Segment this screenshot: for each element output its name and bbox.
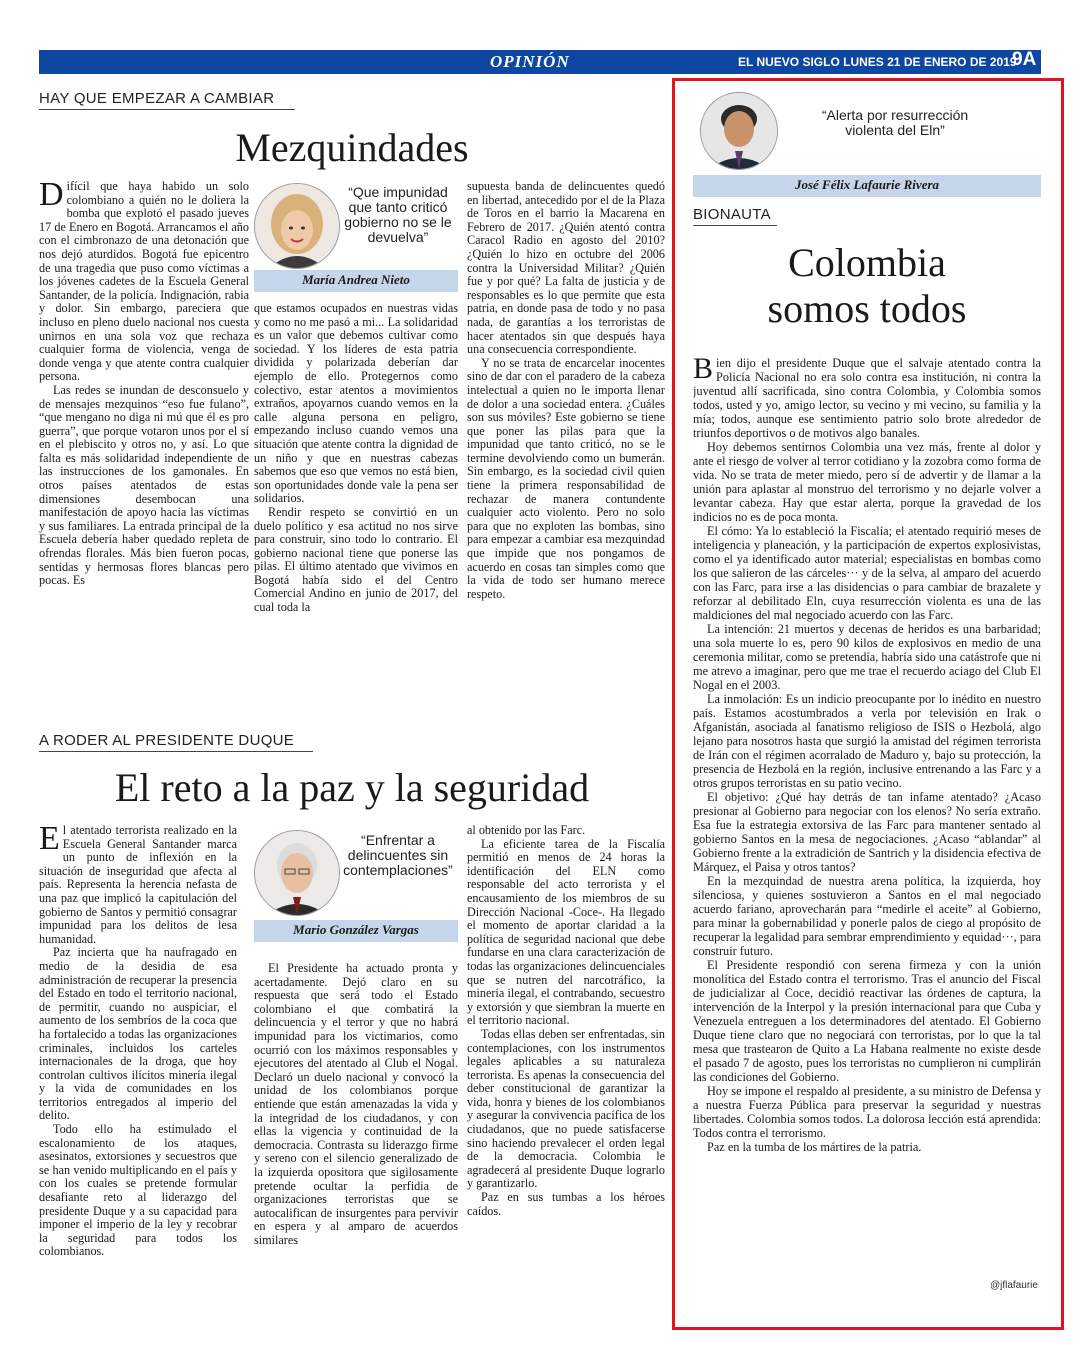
headline-line-1: Colombia	[788, 240, 946, 285]
article3-paragraph: Hoy debemos sentirnos Colombia una vez más, frente al dolor y ante el riesgo de volver al terror cotidiano y la zozobra como forma de vida. No se trata de meter miedo, pero sí de advertir y de llamar a la unión para aplastar al monstruo del terrorismo y no dejarle volver a levantar cabeza. Hay que estar alerta, porque la gravedad de los indicios no es de poca monta.	[693, 440, 1041, 524]
article3-body	[693, 356, 1041, 1280]
article2-kicker: A RODER AL PRESIDENTE DUQUE	[39, 732, 295, 749]
author-byline: María Andrea Nieto	[254, 270, 458, 292]
author-portrait-jose-felix-lafaurie	[700, 92, 778, 170]
article3-paragraph: El cómo: Ya lo estableció la Fiscalía; el atentado requirió meses de inteligencia y planeación, y la participación de expertos explosivistas, como el ya identificado autor material; especialistas en bombas como los que salieron de las cárceles··· y de la selva, al amparo del acuerdo con las Farc, para irse a las disidencias o para cambiar de brazalete y reforzar al debilitado Eln, cuya resurrección violenta es una de las maldiciones del mal negociado acuerdo con las Farc.	[693, 524, 1041, 622]
kicker-underline	[39, 109, 295, 110]
pull-quote: “Enfrentar a delincuentes sin contemplaciones”	[343, 832, 453, 878]
article1-paragraph: Las redes se inundan de desconsuelo y de mensajes mezquinos “eso fue fulano”, “que mengano no diga ni mú que él es pro guerra”, que porque votaron unos por el sí en el plebiscito y otros no, y así. Lo que falta es más solidaridad independiente de las instrucciones de los gamonales. En otros países atentados de estas dimensiones desembocan una manifestación de apoyo hacia las víctimas y sus familiares. La entrada principal de la Escuela debería haber quedado repleta de ofrendas florales. Más bien fueron pocas, sentidas y hermosas flores blancas pero pocas. Es	[39, 382, 249, 588]
article1-paragraph: que estamos ocupados en nuestras vidas y como no me pasó a mi... La solidaridad es un valor que debemos cultivar como sociedad. Y los líderes de esta patria dividida y polarizada deberían dar ejemplo de ello. Protegernos como colectivo, estar atentos a movimientos extraños, apoyarnos cuando vemos en la calle alguna persona en peligro, empezando incluso cuando vemos una situación que atente contra la dignidad de un niño y que en nuestras cabezas sabemos que eso que vemos no está bien, son oportunidades donde vale la pena ser solidarios.	[254, 302, 458, 506]
pull-quote: “Alerta por resurrección violenta del Eln”	[821, 107, 969, 138]
article1-paragraph: Difícil que haya habido un solo colombiano a quién no le doliera la bomba que explotó el pasado jueves 17 de Enero en Bogotá. Arrancamos el año con el cimbronazo de una detonación que nos dejó aturdidos. Bogotá fue epicentro de una tragedia que puso como víctimas a los jóvenes cadetes de la Escuela General Santander, de la policía. Indignación, rabia y dolor. Sin embargo, pareciera que incluso en pleno duelo nacional nos cuesta unirnos en una sola voz que rechaza cualquier forma de violencia, venga de donde venga y que atente contra cualquier persona.	[39, 180, 249, 384]
page-number: 9A	[1012, 49, 1037, 70]
article3-paragraph: Paz en la tumba de los mártires de la patria.	[707, 1140, 922, 1154]
article3-paragraph: El Presidente respondió con serena firmeza y con la unión monolítica del Estado contra el terrorismo. Tras el anuncio del Fiscal de judicializar al Coce, decidió reactivar las órdenes de captura, la intervención de la Interpol y la presión internacional para que Cuba y Venezuela entreguen a los determinadores del atentado. El Gobierno Duque tiene claro que no negociará con terroristas, por lo que la tal mesa que trastearon de Quito a La Habana realmente no existe desde el pasado 7 de agosto, pues los terroristas no cumplieron ni cumplirán las condiciones del Gobierno.	[693, 958, 1041, 1084]
article1-headline: Mezquindades	[235, 125, 469, 170]
author-byline: Mario González Vargas	[254, 920, 458, 942]
article2-paragraph: al obtenido por las Farc.	[467, 824, 586, 837]
author-portrait-mario-gonzalez-vargas	[254, 830, 340, 916]
article2-paragraph: El Presidente ha actuado pronta y acertadamente. Dejó claro en su respuesta que será todo el Estado colombiano el que combatirá la delincuencia y el terror y que no habrá impunidad para los victimarios, como ocurrió con los máximos responsables y ejecutores del atentado al Club el Nogal. Declaró un duelo nacional y convocó la unidad de los colombianos porque entiende que están amenazadas la vida y la integridad de los ciudadanos, y con ellas la vigencia y continuidad de la democracia. Contrasta su liderazgo firme y sereno con el silencio generalizado de la izquierda opositora que sigilosamente pretende ocultar la perfidia de organizaciones terroristas que se autocalifican de insurgentes para pervivir en espera y al amparo de acuerdos similares	[254, 962, 458, 1247]
kicker-underline	[39, 751, 313, 752]
article3-paragraph: Bien dijo el presidente Duque que el salvaje atentado contra la Policía Nacional no era solo contra esa institución, ni contra la juventud allí sacrificada, sino contra Colombia, y Colombia somos todos, usted y yo, amigo lector, su vecino y mi vecino, su familia y la mía; todos, aunque ese sentimiento patrio solo brote alrededor de triunfos deportivos o de motivos algo banales.	[693, 356, 1041, 440]
pull-quote: “Que impunidad que tanto criticó gobierno no se le devuelva”	[344, 184, 452, 245]
author-byline: José Félix Lafaurie Rivera	[693, 175, 1041, 197]
article2-paragraph: La eficiente tarea de la Fiscalía permitió en menos de 24 horas la identificación del ELN como responsable del acto terrorista y el encausamiento de los miembros de su Dirección Nacional -Coce-. Ha llegado el momento de aportar claridad a la política de seguridad nacional que debe fundarse en una clara caracterización de todas las organizaciones delincuenciales que se nutren del narcotráfico, la minería ilegal, el contrabando, secuestro y extorsión y que siembran la muerte en el territorio nacional.	[467, 836, 665, 1028]
article3-paragraph: La inmolación: Es un indicio preocupante por lo inédito en nuestro país. Estamos acostumbrados a verla por televisión en Irak o Afganistán, asociada al fanatismo religioso de ISIS o Hezbolá, algo lejano para nosotros hasta que surgió la amistad del régimen terrorista de Irán con el régimen acorralado de Maduro y, bajo su protección, la presencia de Hezbolá en la región, inclusive entrenando a las Farc y a otros grupos terroristas en su patio vecino.	[693, 692, 1041, 790]
article1-column-2	[254, 302, 458, 700]
article1-kicker: HAY QUE EMPEZAR A CAMBIAR	[39, 90, 275, 107]
article3-paragraph: En la mezquindad de nuestra arena política, la izquierda, hoy silenciosa, y quienes sostuvieron a Santos en el mal negociado acuerdo fariano, aprovecharán para “medirle el aceite” al Gobierno, para minar la gobernabilidad y ponerle palos de ciego al propósito de recuperar la legalidad para sembrar emprendimiento y equidad···, para construir futuro.	[693, 874, 1041, 958]
author-portrait-maria-andrea-nieto	[254, 183, 340, 269]
article2-column-1	[39, 824, 237, 1300]
article3-paragraph: Hoy se impone el respaldo al presidente, a su ministro de Defensa y a nuestra Fuerza Pública para preservar la seguridad y nuestras libertades. Colombia somos todos. La dolorosa lección está aprendida: Todos contra el terrorismo.	[693, 1084, 1041, 1140]
article2-headline: El reto a la paz y la seguridad	[114, 765, 590, 810]
article2-column-3	[467, 824, 665, 1300]
section-label: OPINIÓN	[490, 52, 570, 71]
newspaper-date: EL NUEVO SIGLO LUNES 21 DE ENERO DE 2019	[738, 55, 1017, 69]
article1-paragraph: supuesta banda de delincuentes quedó en libertad, antecedido por el de la Plaza de Toros en el barrio la Macarena en Febrero de 2017. ¿Quién atentó contra Caracol Radio en agosto del 2010? ¿Quién lo hizo en octubre del 2006 contra la Universidad Militar? ¿Quién fue y por qué? La falta de justicia y de responsables es lo que permite que esta patria, en donde pasa de todo y no pasa nada, de garantías a los terroristas de hacer atentados sin que después haya una consecuencia correspondiente.	[467, 180, 665, 357]
article1-column-3	[467, 180, 665, 700]
article3-paragraph: La intención: 21 muertos y decenas de heridos es una barbaridad; una sola muerte lo es, pero 90 kilos de explosivos en medio de una ceremonia militar, como se pretendía, habría sido una catástrofe que ni me atrevo a imaginar, pero que me trae el recuerdo aciago del Club El Nogal en el 2003.	[693, 622, 1041, 692]
article1-paragraph: Rendir respeto se convirtió en un duelo político y esa actitud no nos sirve para construir, sino todo lo contrario. El gobierno nacional tiene que ponerse las pilas. El último atentado que vivimos en Bogotá había sido el del Centro Comercial Andino en junio de 2017, del cual toda la	[254, 504, 458, 615]
article2-paragraph: Paz incierta que ha naufragado en medio de la desidia de esa administración de recuperar la presencia del Estado en todo el territorio nacional, de permitir, cuando no auspiciar, el aumento de los sembríos de la coca que ha fortalecido a todas las organizaciones criminales, incluidos los carteles internacionales de la droga, que hoy controlan cultivos ilícitos minería ilegal y la vida de comunidades en los territorios entregados al imperio del delito.	[39, 945, 237, 1123]
article1-column-1	[39, 180, 249, 700]
article3-paragraph: El objetivo: ¿Qué hay detrás de tan infame atentado? ¿Acaso presionar al Gobierno para negociar con los elenos? No sería extraño. Esa fue la estrategia extorsiva de las Farc para mantener sentado al gobierno Santos en la mesa de negociaciones. ¿Acaso “ablandar” al Gobierno frente a la extradición de Santrich y la disidencia efectiva de Márquez, el Paisa y otros tantos?	[693, 790, 1041, 874]
article2-paragraph: Todas ellas deben ser enfrentadas, sin contemplaciones, con los instrumentos legales aplicables a su naturaleza terrorista. Es apenas la consecuencia del deber constitucional de garantizar la vida, honra y bienes de los colombianos y asegurar la convivencia pacífica de los ciudadanos, que no puede satisfacerse sino haciendo prevalecer el orden legal de la democracia. Colombia le agradecerá al presidente Duque lograrlo y garantizarlo.	[467, 1026, 665, 1191]
article3-kicker: BIONAUTA	[693, 206, 771, 223]
article2-paragraph: Todo ello ha estimulado el escalonamiento de los ataques, asesinatos, extorsiones y secuestros que se han venido multiplicando en el país y con los cuales se pretende formular desafiante reto al liderazgo del presidente Duque y a su capacidad para imponer el imperio de la ley y recobrar la seguridad para todos los colombianos.	[39, 1122, 237, 1259]
kicker-underline	[693, 225, 777, 226]
article2-paragraph: Paz en sus tumbas a los héroes caídos.	[467, 1190, 665, 1218]
article2-paragraph: El atentado terrorista realizado en la Escuela General Santander marca un punto de inflexión en la situación de inseguridad que afecta al país. Representa la herencia nefasta de una paz que implicó la capitulación del gobierno de Santos y permitió consagrar impunidad para los delitos de lesa humanidad.	[39, 824, 237, 946]
headline-line-2: somos todos	[767, 286, 967, 331]
article3-headline	[693, 240, 1041, 332]
article1-paragraph: Y no se trata de encarcelar inocentes sino de dar con el paradero de la cabeza intelectual a quien no le importa llenar de dolor a una sociedad entera. ¿Cuáles son sus móviles? Este gobierno se tiene que poner las pilas para que la impunidad que tanto criticó, no se le termine devolviendo como un bumerán. Sin embargo, es la sociedad civil quien tiene la primera responsabilidad de rechazar de manera contundente cualquier acto violento. Pero no solo para que no exploten las bombas, sino para empezar a cambiar esa mezquindad que impide que nos pongamos de acuerdo en cosas tan simples como que la vida de todo ser humano merece respeto.	[467, 355, 665, 601]
author-twitter-handle: @jflafaurie	[990, 1280, 1038, 1291]
article2-column-2	[254, 962, 458, 1300]
